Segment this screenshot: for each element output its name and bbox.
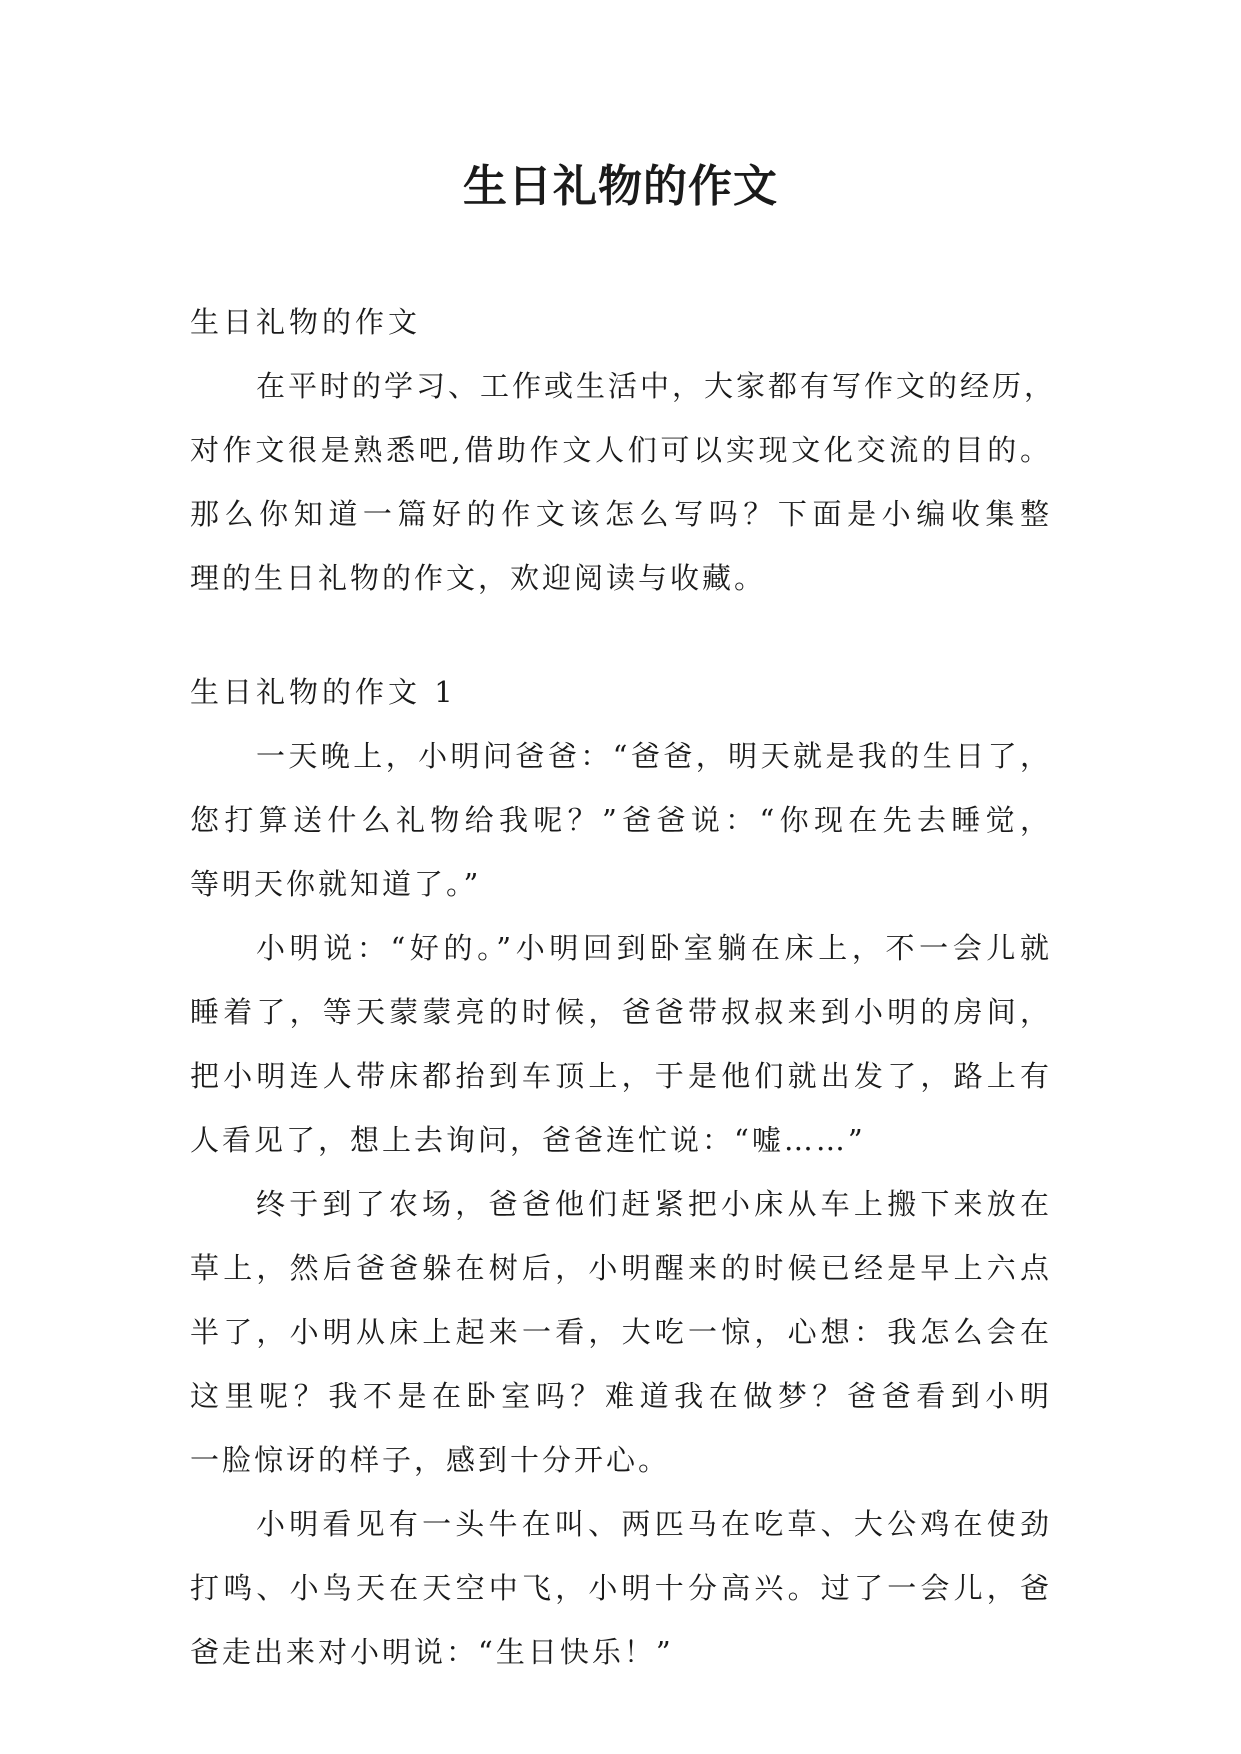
paragraph-line: 打鸣、小鸟天在天空中飞，小明十分高兴。过了一会儿，爸 bbox=[190, 1571, 1052, 1605]
section-gap bbox=[190, 610, 1052, 660]
paragraph-line: 您打算送什么礼物给我呢？”爸爸说：“你现在先去睡觉， bbox=[190, 803, 1052, 837]
paragraph-line: 这里呢？我不是在卧室吗？难道我在做梦？爸爸看到小明 bbox=[190, 1379, 1052, 1413]
story-paragraph bbox=[190, 916, 1052, 1172]
paragraph-line: 一天晚上，小明问爸爸：“爸爸，明天就是我的生日了， bbox=[256, 739, 1052, 773]
paragraph-line: 睡着了，等天蒙蒙亮的时候，爸爸带叔叔来到小明的房间， bbox=[190, 995, 1052, 1029]
paragraph-line: 人看见了，想上去询问，爸爸连忙说：“嘘……” bbox=[190, 1123, 866, 1157]
paragraph-line: 等明天你就知道了。” bbox=[190, 867, 482, 901]
paragraph-line: 草上，然后爸爸躲在树后，小明醒来的时候已经是早上六点 bbox=[190, 1251, 1052, 1285]
document-body bbox=[190, 290, 1057, 1684]
paragraph-line: 对作文很是熟悉吧,借助作文人们可以实现文化交流的目的。 bbox=[190, 433, 1052, 467]
paragraph-line: 一脸惊讶的样子，感到十分开心。 bbox=[190, 1443, 671, 1477]
document-title: 生日礼物的作文 bbox=[463, 161, 778, 212]
section-heading: 生日礼物的作文 1 bbox=[190, 675, 457, 709]
paragraph-line: 把小明连人带床都抬到车顶上，于是他们就出发了，路上有 bbox=[190, 1059, 1052, 1093]
paragraph-line: 小明说：“好的。”小明回到卧室躺在床上，不一会儿就 bbox=[256, 931, 1052, 965]
intro-heading: 生日礼物的作文 bbox=[190, 305, 422, 339]
paragraph-line: 小明看见有一头牛在叫、两匹马在吃草、大公鸡在使劲 bbox=[256, 1507, 1052, 1541]
paragraph-line: 理的生日礼物的作文，欢迎阅读与收藏。 bbox=[190, 561, 767, 595]
paragraph-line: 爸走出来对小明说：“生日快乐！” bbox=[190, 1635, 674, 1669]
paragraph-line: 终于到了农场，爸爸他们赶紧把小床从车上搬下来放在 bbox=[256, 1187, 1052, 1221]
story-paragraph bbox=[190, 1492, 1052, 1684]
intro-paragraph bbox=[190, 354, 1057, 610]
paragraph-line: 半了，小明从床上起来一看，大吃一惊，心想：我怎么会在 bbox=[190, 1315, 1052, 1349]
story-paragraph bbox=[190, 724, 1052, 916]
paragraph-line: 那么你知道一篇好的作文该怎么写吗？下面是小编收集整 bbox=[190, 497, 1052, 531]
story-paragraph bbox=[190, 1172, 1052, 1492]
paragraph-line: 在平时的学习、工作或生活中，大家都有写作文的经历， bbox=[256, 369, 1057, 403]
